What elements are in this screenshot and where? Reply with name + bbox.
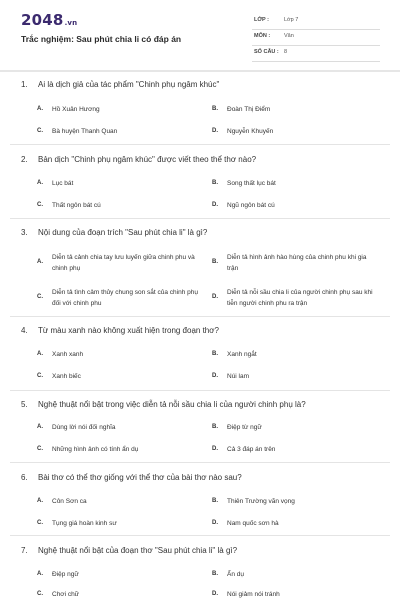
option-text: Thiên Trường vãn vọng xyxy=(227,498,295,505)
option-letter: A. xyxy=(37,498,43,504)
option-letter: D. xyxy=(212,128,218,134)
option-letter: D. xyxy=(212,591,218,597)
option-letter: D. xyxy=(212,294,218,300)
option-letter: C. xyxy=(37,520,43,526)
meta-value: Lớp 7 xyxy=(284,17,299,23)
option-text: Điệp ngữ xyxy=(52,571,79,578)
question-divider xyxy=(10,462,390,463)
question-text xyxy=(21,473,242,482)
option-text: Dùng lời nói đối nghĩa xyxy=(52,424,116,431)
question-label: Ai là dịch giả của tác phẩm "Chinh phụ ngâm khúc" xyxy=(38,80,220,89)
logo-sub: .vn xyxy=(64,19,78,27)
logo-main: 2048 xyxy=(21,11,64,29)
meta-key: LỚP : xyxy=(254,17,269,23)
meta-box xyxy=(252,14,380,62)
option-text: Xanh biếc xyxy=(52,373,81,380)
question-number: 3. xyxy=(21,228,28,237)
question-number: 7. xyxy=(21,546,28,555)
question-divider xyxy=(10,144,390,145)
option-letter: A. xyxy=(37,351,43,357)
option-text: Ẩn dụ xyxy=(227,571,244,578)
question-text xyxy=(21,546,237,555)
meta-row-subject xyxy=(252,30,380,46)
question-number: 6. xyxy=(21,473,28,482)
option-letter: A. xyxy=(37,424,43,430)
option-text: Nguyễn Khuyến xyxy=(227,128,274,135)
question-number: 2. xyxy=(21,155,28,164)
question-text xyxy=(21,228,207,237)
option-letter: B. xyxy=(212,498,218,504)
option-letter: C. xyxy=(37,446,43,452)
option-letter: D. xyxy=(212,373,218,379)
question-divider xyxy=(10,218,390,219)
option-text: Bà huyện Thanh Quan xyxy=(52,128,118,135)
meta-key: MÔN : xyxy=(254,33,271,39)
option-letter: D. xyxy=(212,520,218,526)
question-divider xyxy=(10,535,390,536)
question-text xyxy=(21,326,219,335)
meta-value: Văn xyxy=(284,33,294,39)
option-text: Núi lam xyxy=(227,373,250,380)
question-number: 5. xyxy=(21,400,28,409)
option-letter: C. xyxy=(37,294,43,300)
option-text: Côn Sơn ca xyxy=(52,498,87,505)
option-text: Điệp từ ngữ xyxy=(227,424,262,431)
option-text: Diễn tả tình cảm thủy chung son sắt của chinh phụ đối với chinh phu xyxy=(52,289,198,307)
option-text: Tụng giá hoàn kinh sư xyxy=(52,520,117,527)
option-letter: D. xyxy=(212,446,218,452)
question-label: Từ màu xanh nào không xuất hiện trong đoạn thơ? xyxy=(38,326,219,335)
option-text: Diễn tả hình ảnh hào hùng của chinh phu khi gia trận xyxy=(227,254,367,272)
question-number: 4. xyxy=(21,326,28,335)
logo[interactable] xyxy=(21,11,77,29)
meta-key: SỐ CÂU : xyxy=(254,49,279,55)
option-text: Nam quốc sơn hà xyxy=(227,520,279,527)
option-letter: D. xyxy=(212,202,218,208)
option-text: Nói giảm nói tránh xyxy=(227,591,280,598)
option-text: Xanh ngắt xyxy=(227,351,257,358)
option-letter: B. xyxy=(212,259,218,265)
option-text: Diễn tả nỗi sầu chia li của người chinh phụ sau khi tiễn người chinh phu ra trận xyxy=(227,289,373,307)
page-title: Trắc nghiệm: Sau phút chia li có đáp án xyxy=(21,34,182,44)
question-text xyxy=(21,400,306,409)
option-letter: A. xyxy=(37,571,43,577)
question-label: Nghệ thuật nổi bật trong việc diễn tả nỗi sầu chia li của người chinh phụ là? xyxy=(38,400,306,409)
question-text xyxy=(21,155,256,164)
option-text: Chơi chữ xyxy=(52,591,80,598)
question-number: 1. xyxy=(21,80,28,89)
option-letter: A. xyxy=(37,106,43,112)
page-header xyxy=(0,0,400,64)
option-text: Xanh xanh xyxy=(52,351,84,358)
question-label: Bài thơ có thể thơ giống với thể thơ của bài thơ nào sau? xyxy=(38,473,242,482)
question-label: Nội dung của đoạn trích "Sau phút chia li" là gì? xyxy=(38,228,208,237)
option-letter: C. xyxy=(37,128,43,134)
question-text xyxy=(21,80,219,89)
option-letter: A. xyxy=(37,259,43,265)
option-text: Đoàn Thị Điểm xyxy=(227,106,271,113)
option-text: Lục bát xyxy=(52,180,74,187)
option-letter: B. xyxy=(212,351,218,357)
option-letter: C. xyxy=(37,202,43,208)
option-text: Hồ Xuân Hương xyxy=(52,106,100,113)
option-letter: B. xyxy=(212,424,218,430)
question-label: Bản dịch "Chinh phụ ngâm khúc" được viết theo thể thơ nào? xyxy=(38,155,257,164)
option-text: Ngũ ngôn bát cú xyxy=(227,202,275,209)
option-text: Những hình ảnh có tính ẩn dụ xyxy=(52,446,139,453)
option-letter: A. xyxy=(37,180,43,186)
question-divider xyxy=(10,390,390,391)
option-letter: B. xyxy=(212,180,218,186)
meta-row-class xyxy=(252,14,380,30)
option-text: Cả 3 đáp án trên xyxy=(227,446,276,453)
option-letter: C. xyxy=(37,591,43,597)
option-text: Thất ngôn bát cú xyxy=(52,202,101,209)
option-letter: C. xyxy=(37,373,43,379)
option-letter: B. xyxy=(212,571,218,577)
meta-value: 8 xyxy=(284,49,288,55)
question-divider xyxy=(10,316,390,317)
option-text: Diễn tả cảnh chia tay lưu luyến giữa chinh phu và chinh phụ xyxy=(52,254,195,272)
option-text: Song thất lục bát xyxy=(227,180,276,187)
meta-row-count xyxy=(252,46,380,62)
question-label: Nghệ thuật nổi bật của đoạn thơ "Sau phút chia li" là gì? xyxy=(38,546,238,555)
option-letter: B. xyxy=(212,106,218,112)
header-divider xyxy=(0,70,400,72)
